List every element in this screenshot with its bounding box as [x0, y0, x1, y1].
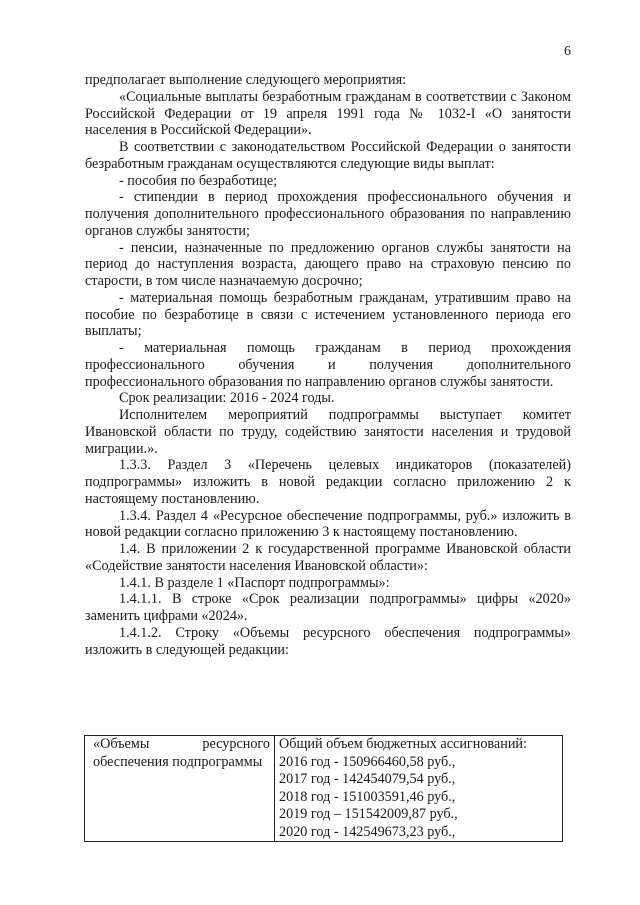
- table-value-cell: [275, 736, 563, 842]
- paragraph: «Социальные выплаты безработным гражданам в соответствии с Законом Российской Федерации от 19 апреля 1991 года № 1032-I «О занятости населения в Российской Федерации».: [85, 88, 571, 139]
- resource-table: [84, 735, 563, 842]
- table-line: 2019 год – 151542009,87 руб.,: [279, 806, 458, 822]
- table-line: 2020 год - 142549673,23 руб.,: [279, 823, 456, 840]
- table-line: Общий объем бюджетных ассигнований:: [279, 736, 527, 752]
- table-label-cell: [85, 736, 275, 842]
- page-number: 6: [564, 44, 571, 59]
- paragraph: - материальная помощь гражданам в период прохождения профессионального обучения и получения дополнительного профессионального образования по направлению органов службы занятости.: [85, 340, 571, 390]
- paragraph: 1.4. В приложении 2 к государственной программе Ивановской области «Содействие занятости населения Ивановской области»:: [85, 541, 571, 574]
- paragraph: - пособия по безработице;: [119, 172, 278, 189]
- paragraph: 1.4.1.2. Строку «Объемы ресурсного обеспечения подпрограммы» изложить в следующей редакции:: [85, 624, 571, 658]
- paragraph: 1.3.4. Раздел 4 «Ресурсное обеспечение подпрограммы, руб.» изложить в новой редакции согласно приложению 3 к настоящему постановлению.: [85, 507, 571, 541]
- table-line: 2017 год - 142454079,54 руб.,: [279, 771, 456, 787]
- table-line: 2018 год - 151003591,46 руб.,: [279, 788, 456, 805]
- paragraph: - стипендии в период прохождения профессионального обучения и получения дополнительного профессионального образования по направлению органов службы занятости;: [85, 189, 571, 239]
- paragraph: - материальная помощь безработным гражданам, утратившим право на пособие по безработице в связи с истечением установленного периода его выплаты;: [85, 289, 571, 340]
- paragraph: - пенсии, назначенные по предложению органов службы занятости на период до наступления возраста, дающего право на страховую пенсию по старости, в том числе назначаемую досрочно;: [85, 239, 571, 289]
- document-body: [85, 72, 571, 658]
- table-label: «Объемы ресурсного обеспечения подпрограммы: [93, 736, 270, 770]
- table-row: [85, 736, 563, 842]
- paragraph: предполагает выполнение следующего мероприятия:: [85, 72, 407, 88]
- paragraph: 1.4.1.1. В строке «Срок реализации подпрограммы» цифры «2020» заменить цифрами «2024».: [85, 591, 571, 624]
- paragraph: Исполнителем мероприятий подпрограммы выступает комитет Ивановской области по труду, содействию занятости населения и трудовой миграции.».: [85, 407, 571, 457]
- paragraph: Срок реализации: 2016 - 2024 годы.: [119, 390, 335, 407]
- paragraph: 1.4.1. В разделе 1 «Паспорт подпрограммы»:: [119, 574, 390, 591]
- paragraph: В соответствии с законодательством Российской Федерации о занятости безработным гражданам осуществляются следующие виды выплат:: [85, 139, 571, 172]
- table-line: 2016 год - 150966460,58 руб.,: [279, 753, 456, 770]
- paragraph: 1.3.3. Раздел 3 «Перечень целевых индикаторов (показателей) подпрограммы» изложить в новой редакции согласно приложению 2 к настоящему постановлению.: [85, 457, 571, 507]
